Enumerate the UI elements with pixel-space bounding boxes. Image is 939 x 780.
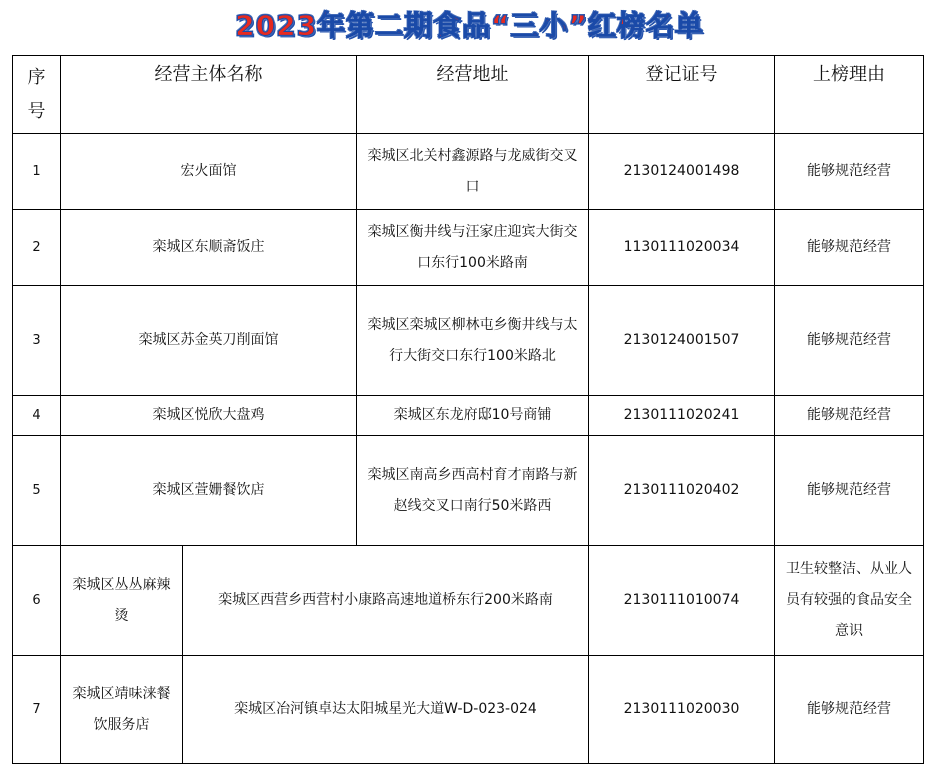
- name-cell: 栾城区悦欣大盘鸡: [61, 396, 357, 436]
- reg-cell: 2130111020030: [589, 656, 775, 764]
- seq-cell: 4: [13, 396, 61, 436]
- header-reason: 上榜理由: [775, 56, 924, 134]
- name-cell: 栾城区靖味涞餐饮服务店: [61, 656, 183, 764]
- table-row: [13, 134, 924, 210]
- seq-cell: 7: [13, 656, 61, 764]
- name-cell: 栾城区萱姗餐饮店: [61, 436, 357, 546]
- reason-cell: 能够规范经营: [775, 286, 924, 396]
- page-title: 2023年第二期食品“三小”红榜名单: [235, 9, 704, 42]
- address-cell: 栾城区东龙府邸10号商铺: [357, 396, 589, 436]
- address-cell: 栾城区冶河镇卓达太阳城星光大道W-D-023-024: [183, 656, 589, 764]
- reason-cell: 卫生较整洁、从业人员有较强的食品安全意识: [775, 546, 924, 656]
- header-address: 经营地址: [357, 56, 589, 134]
- table-row: [13, 436, 924, 546]
- table-row: [13, 210, 924, 286]
- name-cell: 栾城区丛丛麻辣烫: [61, 546, 183, 656]
- table-row: [13, 546, 924, 656]
- reason-cell: 能够规范经营: [775, 134, 924, 210]
- seq-cell: 6: [13, 546, 61, 656]
- table-row: [13, 656, 924, 764]
- reason-cell: 能够规范经营: [775, 436, 924, 546]
- reason-cell: 能够规范经营: [775, 210, 924, 286]
- address-cell: 栾城区栾城区柳林屯乡衡井线与太行大街交口东行100米路北: [357, 286, 589, 396]
- seq-cell: 2: [13, 210, 61, 286]
- table-row: [13, 286, 924, 396]
- reg-cell: 2130111020402: [589, 436, 775, 546]
- address-cell: 栾城区西营乡西营村小康路高速地道桥东行200米路南: [183, 546, 589, 656]
- header-reg: 登记证号: [589, 56, 775, 134]
- reg-cell: 1130111020034: [589, 210, 775, 286]
- name-cell: 宏火面馆: [61, 134, 357, 210]
- seq-cell: 3: [13, 286, 61, 396]
- address-cell: 栾城区南高乡西高村育才南路与新赵线交叉口南行50米路西: [357, 436, 589, 546]
- red-list-table: [12, 55, 924, 764]
- reg-cell: 2130124001498: [589, 134, 775, 210]
- reason-cell: 能够规范经营: [775, 656, 924, 764]
- reg-cell: 2130111010074: [589, 546, 775, 656]
- reg-cell: 2130124001507: [589, 286, 775, 396]
- header-name: 经营主体名称: [61, 56, 357, 134]
- address-cell: 栾城区衡井线与汪家庄迎宾大街交口东行100米路南: [357, 210, 589, 286]
- reg-cell: 2130111020241: [589, 396, 775, 436]
- table-header-row: [13, 56, 924, 134]
- header-seq: 序号: [13, 56, 61, 134]
- address-cell: 栾城区北关村鑫源路与龙威街交叉口: [357, 134, 589, 210]
- name-cell: 栾城区苏金英刀削面馆: [61, 286, 357, 396]
- reason-cell: 能够规范经营: [775, 396, 924, 436]
- seq-cell: 1: [13, 134, 61, 210]
- name-cell: 栾城区东顺斋饭庄: [61, 210, 357, 286]
- seq-cell: 5: [13, 436, 61, 546]
- table-row: [13, 396, 924, 436]
